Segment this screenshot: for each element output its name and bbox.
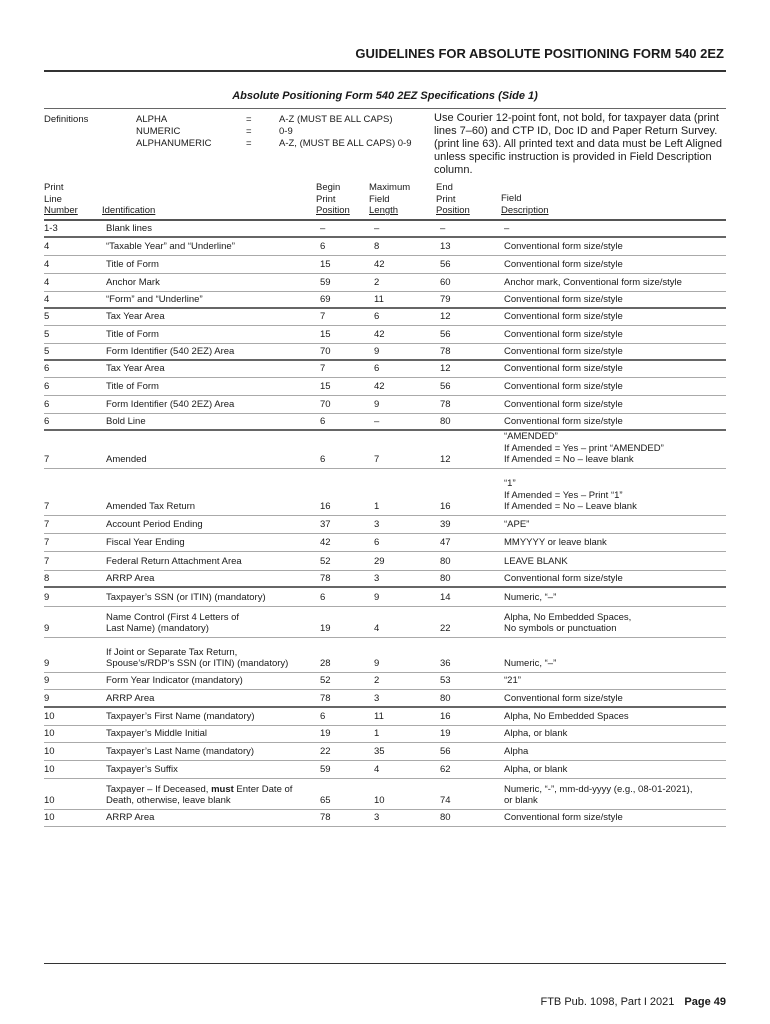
definition-term: ALPHANUMERIC [136,138,212,149]
row-identification: Form Year Indicator (mandatory) [102,672,320,689]
col-head-text: Begin [316,182,341,193]
row-identification: Title of Form [102,325,320,343]
table-row [44,377,726,395]
row-print-line: 10 [44,778,102,809]
row-identification: Taxpayer’s First Name (mandatory) [102,707,320,725]
row-identification: Account Period Ending [102,515,320,533]
row-field-description: Conventional form size/style [504,395,726,413]
row-print-line: 6 [44,395,102,413]
row-end-position: 16 [440,707,504,725]
row-identification: Title of Form [102,255,320,273]
col-head-text: Number [44,205,78,216]
row-begin-position: 59 [320,273,374,291]
row-end-position: 16 [440,468,504,515]
table-row [44,672,726,689]
row-identification: Form Identifier (540 2EZ) Area [102,395,320,413]
row-identification: “Form” and “Underline” [102,291,320,308]
row-field-description: Conventional form size/style [504,325,726,343]
row-end-position: 19 [440,725,504,742]
row-identification: Tax Year Area [102,360,320,377]
row-identification: Fiscal Year Ending [102,533,320,551]
table-row [44,809,726,826]
col-head-text: Length [369,205,399,216]
row-identification: Form Identifier (540 2EZ) Area [102,343,320,360]
col-head-text: Position [436,205,470,216]
row-field-description: Conventional form size/style [504,570,726,587]
table-row [44,343,726,360]
row-print-line: 7 [44,430,102,468]
row-print-line: 9 [44,689,102,707]
row-end-position: 62 [440,760,504,778]
col-head-identification [102,205,155,217]
row-max-length: 9 [374,343,440,360]
col-head-text: Description [501,204,549,216]
row-field-description: Conventional form size/style [504,413,726,430]
col-head-text: Field [501,193,522,204]
row-print-line: 9 [44,587,102,606]
table-row [44,515,726,533]
row-field-description: Alpha [504,742,726,760]
row-field-description: “AMENDED” If Amended = Yes – print “AMENDED” If Amended = No – leave blank [504,430,726,468]
row-begin-position: 6 [320,587,374,606]
row-end-position: 56 [440,742,504,760]
row-max-length: 2 [374,273,440,291]
row-max-length: 3 [374,689,440,707]
row-field-description: Numeric, “-”, mm-dd-yyyy (e.g., 08-01-2021), or blank [504,778,726,809]
row-identification: Federal Return Attachment Area [102,551,320,570]
row-print-line: 9 [44,637,102,672]
row-end-position: 12 [440,430,504,468]
col-head-text: Position [316,205,350,216]
row-max-length: 42 [374,325,440,343]
row-print-line: 6 [44,413,102,430]
col-head-text: Print [436,193,456,205]
row-begin-position: 78 [320,809,374,826]
row-field-description: Conventional form size/style [504,291,726,308]
row-end-position: 56 [440,255,504,273]
row-begin-position: 28 [320,637,374,672]
row-field-description: Alpha, or blank [504,725,726,742]
row-max-length: 6 [374,360,440,377]
row-begin-position: 65 [320,778,374,809]
row-identification: Taxpayer’s Suffix [102,760,320,778]
col-head-line [44,182,78,217]
col-head-text: Identification [102,205,156,216]
table-row [44,255,726,273]
definition-term: ALPHA [136,114,168,125]
row-field-description: Anchor mark, Conventional form size/style [504,273,726,291]
row-begin-position: 70 [320,395,374,413]
row-begin-position: 52 [320,551,374,570]
row-end-position: 74 [440,778,504,809]
col-head-text: Line [44,193,62,205]
row-max-length: 10 [374,778,440,809]
row-end-position: 13 [440,237,504,255]
table-row [44,637,726,672]
row-field-description: Numeric, “–” [504,587,726,606]
row-end-position: 80 [440,413,504,430]
col-head-text: Field [369,193,390,205]
row-end-position: 80 [440,809,504,826]
row-field-description: Alpha, or blank [504,760,726,778]
row-max-length: 6 [374,308,440,325]
row-print-line: 10 [44,707,102,725]
table-row [44,551,726,570]
row-end-position: 80 [440,689,504,707]
row-field-description: Conventional form size/style [504,377,726,395]
row-begin-position: 6 [320,707,374,725]
header-rule [44,70,726,72]
definition-value: A-Z (MUST BE ALL CAPS) [279,114,393,125]
table-row [44,533,726,551]
table-row [44,273,726,291]
row-print-line: 10 [44,809,102,826]
table-row [44,413,726,430]
col-head-desc [501,193,549,216]
row-print-line: 4 [44,237,102,255]
row-begin-position: 52 [320,672,374,689]
row-begin-position: 15 [320,255,374,273]
row-field-description: “APE” [504,515,726,533]
row-field-description: Conventional form size/style [504,308,726,325]
col-head-text: Maximum [369,182,411,193]
row-identification: Blank lines [102,220,320,237]
row-print-line: 4 [44,255,102,273]
row-max-length: 42 [374,377,440,395]
row-begin-position: 19 [320,725,374,742]
row-max-length: 3 [374,570,440,587]
row-print-line: 10 [44,725,102,742]
row-max-length: 9 [374,395,440,413]
row-end-position: 79 [440,291,504,308]
row-field-description: Conventional form size/style [504,689,726,707]
row-print-line: 5 [44,343,102,360]
row-field-description: “21” [504,672,726,689]
row-max-length: 1 [374,468,440,515]
spec-table [44,220,726,827]
font-instructions-note: Use Courier 12-point font, not bold, for taxpayer data (print lines 7–60) and CTP ID, Doc ID and Paper Return Survey. (print line 63). All printed text and data must be Left Aligned unless specific instruction is provided in Field Description column. [434,112,723,176]
spec-subtitle: Absolute Positioning Form 540 2EZ Specifications (Side 1) [232,90,538,102]
row-field-description: Conventional form size/style [504,360,726,377]
row-end-position: 78 [440,395,504,413]
row-begin-position: 42 [320,533,374,551]
row-end-position: 47 [440,533,504,551]
row-field-description: Conventional form size/style [504,255,726,273]
row-max-length: 8 [374,237,440,255]
row-max-length: 9 [374,637,440,672]
table-row [44,430,726,468]
row-field-description: Conventional form size/style [504,237,726,255]
row-print-line: 7 [44,468,102,515]
row-max-length: 1 [374,725,440,742]
row-end-position: 39 [440,515,504,533]
row-max-length: 11 [374,707,440,725]
page-footer [44,996,726,1008]
row-begin-position: 16 [320,468,374,515]
table-row [44,468,726,515]
row-begin-position: 69 [320,291,374,308]
row-identification: Anchor Mark [102,273,320,291]
row-field-description: Conventional form size/style [504,809,726,826]
col-head-begin [316,182,350,217]
row-identification: Tax Year Area [102,308,320,325]
definition-value: A-Z, (MUST BE ALL CAPS) 0-9 [279,138,412,149]
row-print-line: 4 [44,273,102,291]
row-max-length: 2 [374,672,440,689]
table-row [44,742,726,760]
equals-sign: = [246,138,252,149]
row-begin-position: 22 [320,742,374,760]
equals-sign: = [246,126,252,137]
row-max-length: 35 [374,742,440,760]
row-print-line: 6 [44,377,102,395]
table-row [44,689,726,707]
row-identification: Name Control (First 4 Letters of Last Name) (mandatory) [102,606,320,637]
row-end-position: 53 [440,672,504,689]
row-end-position: 36 [440,637,504,672]
row-print-line: 5 [44,325,102,343]
row-begin-position: 70 [320,343,374,360]
row-begin-position: 37 [320,515,374,533]
row-max-length: 4 [374,606,440,637]
table-row [44,707,726,725]
table-row [44,395,726,413]
row-max-length: 7 [374,430,440,468]
row-field-description: Alpha, No Embedded Spaces [504,707,726,725]
row-max-length: 9 [374,587,440,606]
row-end-position: 56 [440,377,504,395]
row-identification: Taxpayer’s SSN (or ITIN) (mandatory) [102,587,320,606]
col-head-max [369,182,410,217]
row-print-line: 1-3 [44,220,102,237]
row-end-position: 56 [440,325,504,343]
definition-equals [246,114,252,150]
row-field-description: Conventional form size/style [504,343,726,360]
page-number: Page 49 [684,996,726,1008]
row-identification: ARRP Area [102,809,320,826]
table-row [44,570,726,587]
row-end-position: 14 [440,587,504,606]
table-row [44,325,726,343]
row-print-line: 4 [44,291,102,308]
row-max-length: – [374,413,440,430]
table-row [44,606,726,637]
row-identification: Amended [102,430,320,468]
row-identification: ARRP Area [102,689,320,707]
row-begin-position: 15 [320,377,374,395]
page-header-title: GUIDELINES FOR ABSOLUTE POSITIONING FORM 540 2EZ [355,46,724,61]
table-row [44,360,726,377]
row-max-length: 4 [374,760,440,778]
footer-rule [44,963,726,964]
row-begin-position: 59 [320,760,374,778]
row-end-position: 12 [440,360,504,377]
row-max-length: – [374,220,440,237]
table-row [44,587,726,606]
row-end-position: 60 [440,273,504,291]
row-print-line: 7 [44,515,102,533]
row-field-description: Alpha, No Embedded Spaces, No symbols or punctuation [504,606,726,637]
definition-term: NUMERIC [136,126,181,137]
row-identification: “Taxable Year” and “Underline” [102,237,320,255]
definition-values [279,114,412,150]
row-print-line: 7 [44,551,102,570]
row-print-line: 6 [44,360,102,377]
table-row [44,778,726,809]
row-identification: Taxpayer – If Deceased, must Enter Date of Death, otherwise, leave blank [102,778,320,809]
definitions-label: Definitions [44,114,89,125]
table-row [44,308,726,325]
row-print-line: 10 [44,742,102,760]
row-end-position: 80 [440,551,504,570]
row-max-length: 3 [374,809,440,826]
row-begin-position: 78 [320,689,374,707]
table-row [44,237,726,255]
col-head-text: Print [316,193,336,205]
table-row [44,291,726,308]
row-print-line: 9 [44,672,102,689]
col-head-end [436,182,470,217]
definition-value: 0-9 [279,126,293,137]
table-row [44,725,726,742]
row-print-line: 10 [44,760,102,778]
row-print-line: 7 [44,533,102,551]
row-max-length: 42 [374,255,440,273]
row-field-description: – [504,220,726,237]
definition-terms [136,114,212,150]
row-end-position: 22 [440,606,504,637]
row-print-line: 8 [44,570,102,587]
row-identification: Bold Line [102,413,320,430]
row-print-line: 5 [44,308,102,325]
row-begin-position: 6 [320,237,374,255]
row-max-length: 11 [374,291,440,308]
emphasis-must: must [211,783,234,795]
row-field-description: LEAVE BLANK [504,551,726,570]
subtitle-rule [44,108,726,109]
row-field-description: Numeric, “–” [504,637,726,672]
publication-label: FTB Pub. 1098, Part I 2021 [540,996,675,1008]
row-identification: If Joint or Separate Tax Return, Spouse’s/RDP’s SSN (or ITIN) (mandatory) [102,637,320,672]
row-print-line: 9 [44,606,102,637]
row-field-description: “1” If Amended = Yes – Print “1” If Amended = No – Leave blank [504,468,726,515]
row-begin-position: 7 [320,360,374,377]
row-begin-position: 78 [320,570,374,587]
row-identification: Taxpayer’s Middle Initial [102,725,320,742]
col-head-text: Print [44,182,64,193]
table-row [44,220,726,237]
row-end-position: – [440,220,504,237]
row-begin-position: 19 [320,606,374,637]
col-head-text: End [436,182,453,193]
equals-sign: = [246,114,252,125]
row-begin-position: 6 [320,413,374,430]
row-begin-position: 6 [320,430,374,468]
table-row [44,760,726,778]
row-begin-position: – [320,220,374,237]
row-max-length: 6 [374,533,440,551]
row-begin-position: 15 [320,325,374,343]
row-identification: ARRP Area [102,570,320,587]
row-identification: Taxpayer’s Last Name (mandatory) [102,742,320,760]
row-field-description: MMYYYY or leave blank [504,533,726,551]
row-max-length: 29 [374,551,440,570]
row-max-length: 3 [374,515,440,533]
row-end-position: 78 [440,343,504,360]
row-end-position: 12 [440,308,504,325]
row-identification: Title of Form [102,377,320,395]
row-begin-position: 7 [320,308,374,325]
row-identification: Amended Tax Return [102,468,320,515]
row-end-position: 80 [440,570,504,587]
